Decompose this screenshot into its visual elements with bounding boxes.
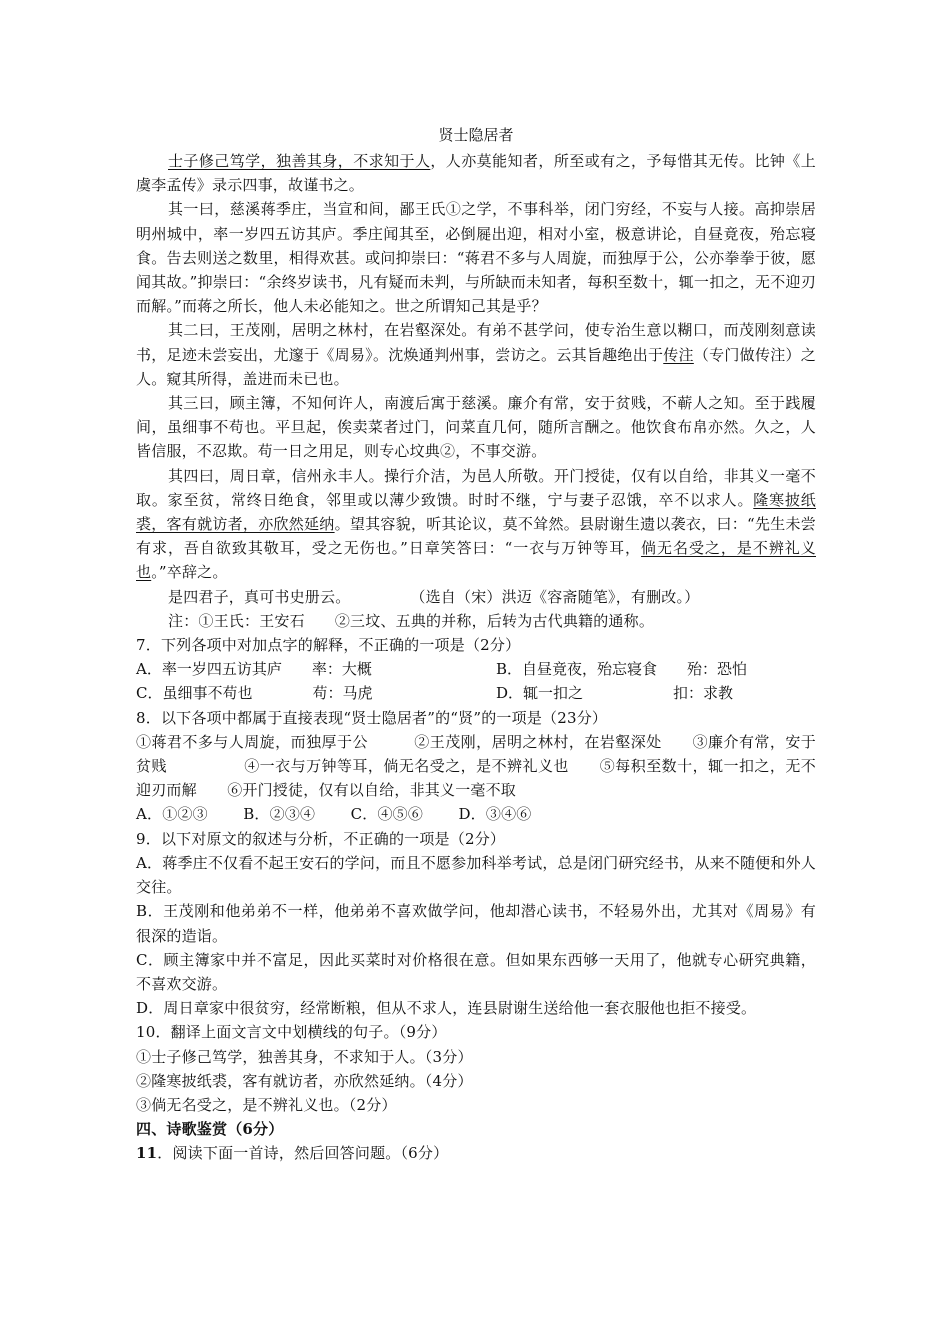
passage-title: 贤士隐居者 — [438, 126, 514, 144]
underlined-sentence-2: 隆寒披纸裘，客有就访者，亦欣然延纳 — [136, 490, 816, 534]
q7-option-b: B．自昼竟夜，殆忘寝食 殆：恐怕 — [496, 660, 748, 679]
section-4-heading: 四、诗歌鉴赏（6分） — [136, 1120, 284, 1139]
q9-option-c: C．顾主簿家中并不富足，因此买菜时对价格很在意。但如果东西够一天用了，他就专心研究典籍，不喜欢交游。 — [136, 950, 816, 993]
q10-sentence-1: ①士子修己笃学，独善其身，不求知于人。（3分） — [136, 1047, 473, 1066]
question-8-items: ①蒋君不多与人周旋，而独厚于公 ②王茂刚，居明之林村，在岩壑深处 ③廉介有常，安于贫贱 ④一衣与万钟等耳，倘无名受之，是不辨礼义也 ⑤每积至数十，辄一扣之，无不迎刃而解 ⑥开门授徒，仅有以自给，非其义一毫不取 — [136, 732, 816, 800]
question-9-stem: 9．以下对原文的叙述与分析，不正确的一项是（2分） — [136, 829, 506, 848]
intro-rest: ，人亦莫能知者，所至或有之，予每惜其无传。比钟《上虞李孟传》录示四事，故谨书之。 — [136, 152, 816, 195]
exam-page — [136, 123, 816, 1166]
passage-notes — [136, 609, 816, 633]
para-4-text-a: 其四曰，周日章，信州永丰人。操行介洁，为邑人所敬。开门授徒，仅有以自给，非其义一毫不取。家至贫，常终日绝食，邻里或以薄少致馈。时时不继，宁与妻子忍饿，卒不以求人。 — [136, 466, 816, 509]
note-2: ②三坟、五典的并称，后转为古代典籍的通称。 — [334, 611, 655, 630]
question-7-stem: 7．下列各项中对加点字的解释，不正确的一项是（2分） — [136, 636, 521, 655]
underlined-sentence-3: 倘无名受之，是不辨礼义也 — [136, 539, 816, 582]
q9-option-b: B．王茂刚和他弟弟不一样，他弟弟不喜欢做学问，他却潜心读书，不轻易外出，尤其对《周易》有很深的造诣。 — [136, 902, 816, 945]
note-1: 注：①王氏：王安石 — [168, 611, 305, 630]
q11-number: 11 — [136, 1144, 158, 1163]
passage-source — [136, 585, 816, 609]
underlined-sentence-1: 士子修己笃学，独善其身，不求知于人 — [168, 152, 431, 170]
question-7-options-ab — [136, 657, 816, 681]
passage-para-4 — [136, 464, 816, 585]
underlined-word-chuanzhu: 传注 — [663, 345, 694, 364]
closing-sentence: 是四君子，真可书史册云。 — [168, 587, 351, 606]
q7-option-c: C．虽细事不苟也 苟：马虎 — [136, 684, 373, 703]
para-2-text-b: （专门做传注）之人。窥其所得，盖进而未已也。 — [136, 345, 816, 388]
question-11-stem — [136, 1141, 816, 1165]
question-8-stem: 8．以下各项中都属于直接表现“贤士隐居者”的“贤”的一项是（23分） — [136, 708, 608, 727]
passage-para-3: 其三曰，顾主簿，不知何许人，南渡后寓于慈溪。廉介有常，安于贫贱，不蕲人之知。至于践履间，虽细事不苟也。平旦起，俟卖菜者过门，问菜直几何，随所言酬之。他饮食布帛亦然。久之，人皆信服，不忍欺。苟一日之用足，则专心坟典②，不事交游。 — [136, 394, 816, 461]
question-10-stem: 10．翻译上面文言文中划横线的句子。（9分） — [136, 1023, 447, 1042]
q7-option-a: A．率一岁四五访其庐 率：大概 — [136, 660, 372, 679]
para-4-text-c: 。”卒辞之。 — [151, 563, 228, 582]
para-2-text-a: 其二曰，王茂刚，居明之林村，在岩壑深处。有弟不甚学问，使专治生意以糊口，而茂刚刻意读书，足迹未尝妄出，尤邃于《周易》。沈焕通判州事，尝访之。云其旨趣绝出于 — [136, 321, 816, 364]
question-8-choices: A．①②③ B．②③④ C．④⑤⑥ D．③④⑥ — [136, 805, 532, 824]
para-4-text-b: 。望其容貌，听其论议，莫不耸然。县尉谢生遗以袭衣，曰：“先生未尝有求，吾自欲致其敬耳，受之无伤也。”日章笑答曰：“一衣与万钟等耳， — [136, 515, 816, 558]
source-citation: （选自（宋）洪迈《容斋随笔》，有删改。） — [410, 587, 700, 606]
passage-para-1: 其一曰，慈溪蒋季庄，当宣和间，鄙王氏①之学，不事科举，闭门穷经，不妄与人接。高抑崇居明州城中，率一岁四五访其庐。季庄闻其至，必倒屣出迎，相对小室，极意讲论，自昼竟夜，殆忘寝食。告去则送之数里，相得欢甚。或问抑崇曰：“蒋君不多与人周旋，而独厚于公，公亦拳拳于彼，愿闻其故。”抑崇曰：“余终岁读书，凡有疑而未判，与所缺而未知者，每积至数十，辄一扣之，无不迎刃而解。”而蒋之所长，他人未必能知之。世之所谓知己其是乎？ — [136, 200, 816, 316]
question-7-options-cd — [136, 681, 816, 705]
q10-sentence-3: ③倘无名受之，是不辨礼义也。（2分） — [136, 1095, 397, 1114]
q7-option-d: D．辄一扣之 扣：求教 — [496, 684, 734, 703]
passage-para-2 — [136, 318, 816, 391]
q10-sentence-2: ②隆寒披纸裘，客有就访者，亦欣然延纳。（4分） — [136, 1071, 473, 1090]
q11-text: ．阅读下面一首诗，然后回答问题。（6分） — [157, 1144, 449, 1163]
passage-intro — [136, 149, 816, 197]
q9-option-a: A．蒋季庄不仅看不起王安石的学问，而且不愿参加科举考试，总是闭门研究经书，从来不随便和外人交往。 — [136, 853, 816, 897]
q9-option-d: D．周日章家中很贫穷，经常断粮，但从不求人，连县尉谢生送给他一套衣服他也拒不接受。 — [136, 999, 757, 1018]
